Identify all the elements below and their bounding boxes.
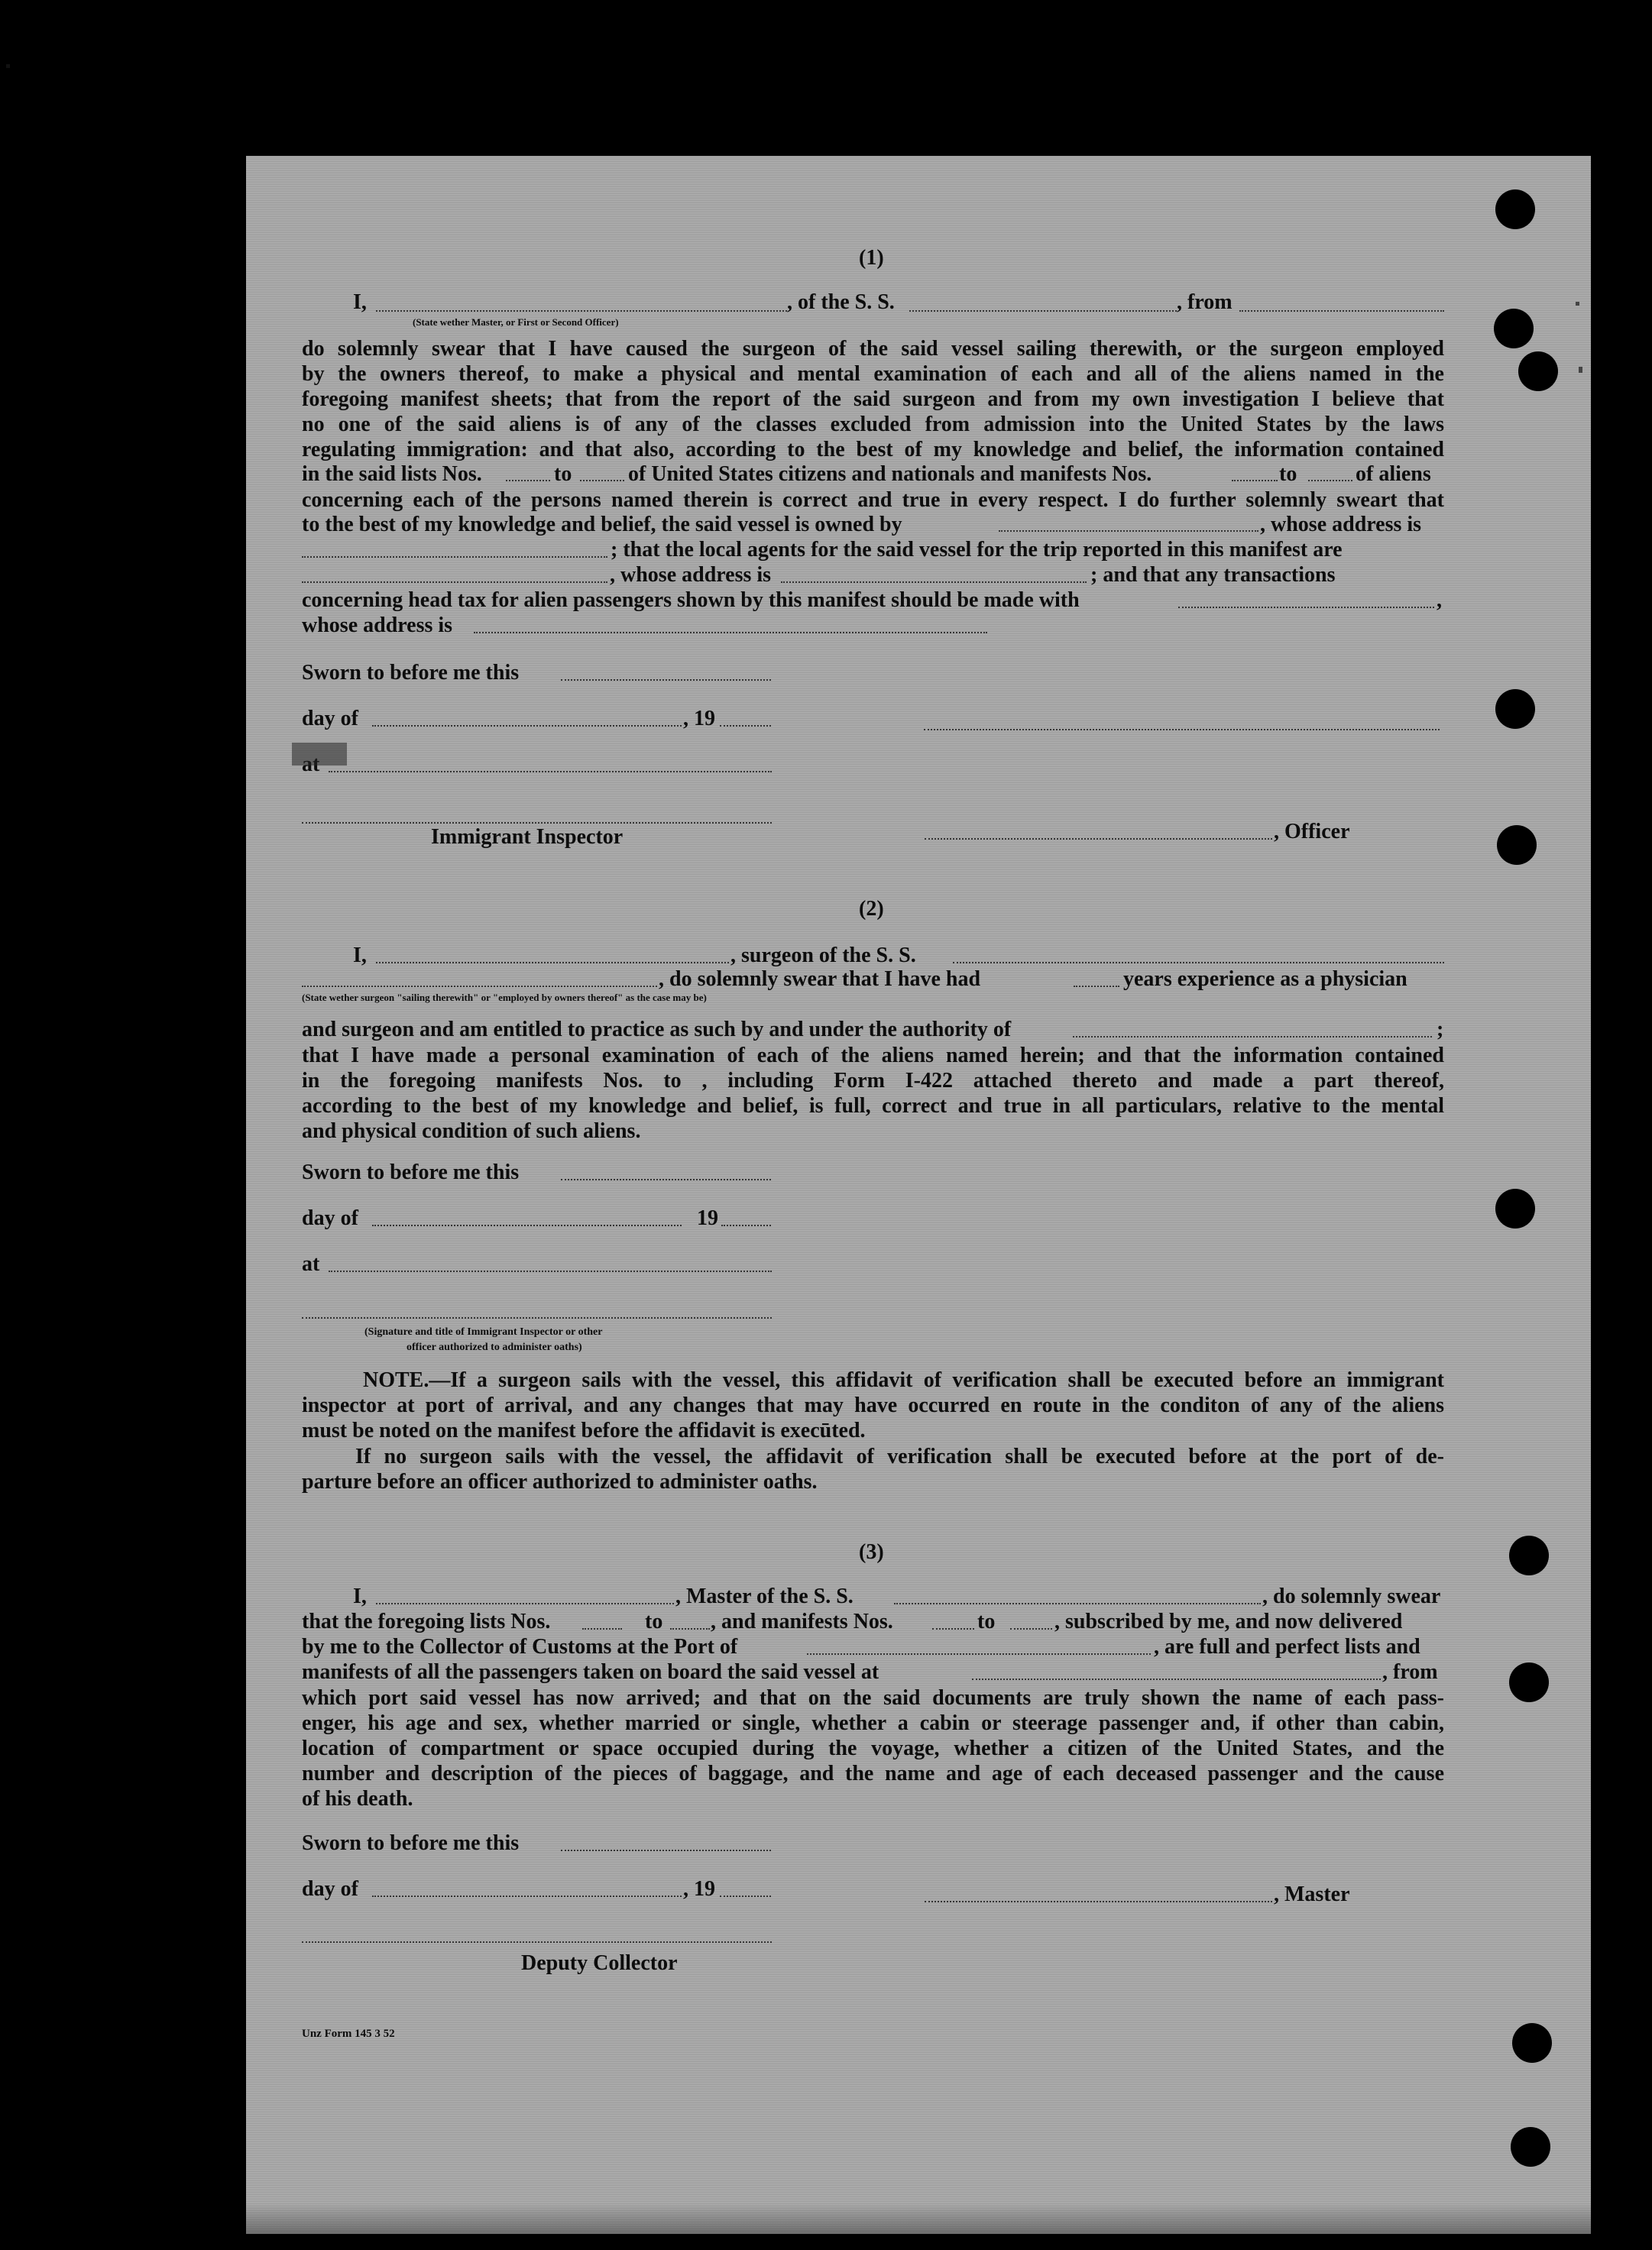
binder-hole: [1509, 1536, 1549, 1575]
section1-at-line: [329, 771, 772, 772]
section3-line: enger, his age and sex, whether married or single, whether a cabin or steerage passenger and, if other than cabin,: [302, 1711, 1444, 1735]
section2-authority-semicolon: ;: [1437, 1018, 1444, 1041]
note-paragraph-2: [302, 1444, 1444, 1494]
section2-line: according to the best of my knowledge and belief, is full, correct and true in all particulars, relative to the mental: [302, 1094, 1444, 1118]
binder-hole: [1495, 1189, 1535, 1229]
signature-caption-1: (Signature and title of Immigrant Inspector or other: [364, 1326, 603, 1338]
section2-number: (2): [859, 897, 884, 921]
section3-lists-from-line: [582, 1628, 622, 1630]
section2-at-line: [329, 1271, 772, 1272]
section2-year-label: 19: [697, 1206, 718, 1230]
section2-authority: and surgeon and am entitled to practice as such by and under the authority of: [302, 1018, 1012, 1041]
section1-line: by the owners thereof, to make a physical and mental examination of each and all of the aliens named in the: [302, 362, 1444, 386]
section2-at-label: at: [302, 1252, 320, 1276]
head-tax-address-line: [474, 632, 987, 633]
head-tax-comma: ,: [1437, 588, 1442, 612]
scan-speck: [1576, 302, 1579, 306]
binder-hole: [1512, 2023, 1552, 2063]
section3-line: of his death.: [302, 1787, 413, 1811]
section3-line: which port said vessel has now arrived; and that on the said documents are truly shown the name of each pass-: [302, 1686, 1444, 1710]
section1-sworn-line: [561, 679, 771, 681]
manifests-to-label: to: [1279, 462, 1297, 486]
binder-hole: [1497, 825, 1537, 865]
section1-inspector-line: [302, 822, 772, 824]
of-aliens-label: of aliens: [1356, 462, 1431, 486]
section1-year-label: , 19: [683, 707, 715, 730]
section3-vessel-line: [894, 1603, 1261, 1604]
from-port-line: [1239, 310, 1444, 312]
officer-caption: (State wether Master, or First or Second Officer): [413, 316, 619, 328]
section3-lists-to-label: to: [645, 1610, 663, 1633]
section1-officer-signature-line-a: [924, 729, 1440, 730]
head-tax-address-label: whose address is: [302, 613, 453, 637]
binder-hole: [1509, 1662, 1549, 1702]
section3-manifests-to-label: to: [977, 1610, 996, 1633]
note-line: NOTE.—If a surgeon sails with the vessel, this affidavit of verification shall be executed before an immigrant: [363, 1368, 1444, 1392]
section1-sworn-label: Sworn to before me this: [302, 661, 520, 685]
binder-hole: [1494, 309, 1534, 348]
section3-sworn-label: Sworn to before me this: [302, 1831, 520, 1855]
section3-sworn-line: [561, 1850, 771, 1851]
vessel-name-line: [909, 310, 1177, 312]
owner-address-line: [302, 556, 607, 558]
section3-master-of-ss: , Master of the S. S.: [675, 1585, 854, 1608]
section3-line: location of compartment or space occupied during the voyage, whether a citizen of the United States, and the: [302, 1737, 1444, 1760]
port-line: [807, 1653, 1151, 1655]
section3-subscribed: , subscribed by me, and now delivered: [1054, 1610, 1403, 1633]
head-tax-line: [1178, 607, 1434, 608]
manifests-to-line: [1308, 480, 1352, 481]
section2-year-line: [721, 1225, 771, 1226]
section2-intro-i: I,: [353, 944, 367, 967]
section1-number: (1): [859, 246, 884, 270]
binder-hole: [1495, 689, 1535, 729]
section1-paragraph: [302, 336, 1444, 462]
lists-to-line: [580, 480, 624, 481]
note-line: parture before an officer authorized to administer oaths.: [302, 1470, 818, 1494]
section3-lists-to-line: [670, 1628, 710, 1630]
faint-stamp-mark: [292, 743, 347, 766]
form-number: Unz Form 145 3 52: [302, 2028, 395, 2040]
section3-day-label: day of: [302, 1877, 358, 1901]
binder-hole: [1495, 189, 1535, 229]
master-name-line: [376, 1603, 674, 1604]
page-bottom-shadow: [246, 2203, 1591, 2234]
local-agents-label: ; that the local agents for the said vessel for the trip reported in this manifest are: [611, 538, 1343, 562]
section3-number: (3): [859, 1540, 884, 1564]
section1-line: no one of the said aliens is of any of the classes excluded from admission into the United States by the laws: [302, 413, 1444, 436]
section2-signature-line: [302, 1317, 772, 1319]
surgeon-name-line: [376, 962, 729, 963]
years-experience-line: [1074, 986, 1119, 987]
lists-nos-label: in the said lists Nos.: [302, 462, 482, 486]
section1-intro-i: I,: [353, 290, 367, 314]
section2-surgeon-of-ss: , surgeon of the S. S.: [730, 944, 916, 967]
scan-speck: [6, 64, 10, 68]
note-line: If no surgeon sails with the vessel, the affidavit of verification shall be executed before at the port of de-: [355, 1445, 1444, 1468]
officer-name-line: [376, 310, 787, 312]
section2-sworn-line: [561, 1179, 771, 1180]
signature-caption-2: officer authorized to administer oaths): [407, 1342, 582, 1353]
section1-line: foregoing manifest sheets; that from the report of the said surgeon and from my own investigation I believe that: [302, 387, 1444, 411]
section2-day-label: day of: [302, 1206, 358, 1230]
form-page: [246, 156, 1591, 2234]
note-paragraph: [302, 1368, 1444, 1443]
manifests-from-line: [1232, 480, 1278, 481]
section2-years-experience: years experience as a physician: [1123, 967, 1407, 991]
section3-paragraph: [302, 1685, 1444, 1811]
agents-address-label: , whose address is: [610, 563, 772, 587]
section3-collector-label: by me to the Collector of Customs at the Port of: [302, 1635, 738, 1659]
section1-year-line: [720, 725, 771, 727]
section3-full-lists: , are full and perfect lists and: [1154, 1635, 1420, 1659]
owner-line: [999, 530, 1258, 532]
section3-from: , from: [1382, 1660, 1438, 1684]
section3-manifests-from-line: [932, 1628, 974, 1630]
section3-deputy-collector: Deputy Collector: [521, 1951, 678, 1975]
concerning-line: concerning each of the persons named therein is correct and true in every respect. I do further solemnly sweart that: [302, 488, 1444, 512]
note-line: inspector at port of arrival, and any changes that may have occurred en route in the conditon of any of the aliens: [302, 1394, 1444, 1417]
lists-to-label: to: [554, 462, 572, 486]
section2-line: that I have made a personal examination of each of the aliens named herein; and that the information contained: [302, 1044, 1444, 1067]
section1-from: , from: [1177, 290, 1233, 314]
citizens-manifests-label: of United States citizens and nationals and manifests Nos.: [628, 462, 1152, 486]
section1-officer: , Officer: [1274, 820, 1350, 843]
head-tax-label: concerning head tax for alien passengers shown by this manifest should be made with: [302, 588, 1080, 612]
agents-address-line: [781, 581, 1087, 583]
lists-from-line: [506, 480, 550, 481]
scan-speck: [1579, 367, 1582, 373]
section2-paragraph: [302, 1043, 1444, 1144]
authority-line: [1073, 1036, 1432, 1038]
section3-year-line: [720, 1896, 771, 1897]
section1-officer-line: [925, 838, 1272, 840]
surgeon-caption: (State wether surgeon "sailing therewith" or "employed by owners thereof" as the case may be): [302, 992, 707, 1003]
section1-concerning: [302, 487, 1444, 513]
section2-line: and physical condition of such aliens.: [302, 1119, 641, 1143]
section3-swear: , do solemnly swear: [1262, 1585, 1441, 1608]
section3-intro-i: I,: [353, 1585, 367, 1608]
section3-master: , Master: [1274, 1883, 1350, 1906]
section3-master-line: [925, 1901, 1272, 1902]
section1-day-label: day of: [302, 707, 358, 730]
section2-sworn-label: Sworn to before me this: [302, 1161, 520, 1184]
section3-lists-label: that the foregoing lists Nos.: [302, 1610, 551, 1633]
binder-hole: [1518, 351, 1558, 391]
binder-hole: [1511, 2127, 1550, 2167]
owned-by-label: to the best of my knowledge and belief, the said vessel is owned by: [302, 513, 902, 536]
section3-manifests-label: , and manifests Nos.: [711, 1610, 893, 1633]
section2-vessel-line: [953, 962, 1444, 963]
section1-inspector: Immigrant Inspector: [431, 825, 624, 849]
agents-line: [302, 581, 607, 583]
section2-line: in the foregoing manifests Nos. to , including Form I-422 attached thereto and made a part thereof,: [302, 1069, 1444, 1093]
boarding-port-line: [972, 1679, 1381, 1680]
section3-day-line: [372, 1896, 682, 1897]
note-line: must be noted on the manifest before the affidavit is execūted.: [302, 1419, 866, 1442]
section1-day-line: [372, 725, 682, 727]
section3-line: number and description of the pieces of baggage, and the name and age of each deceased passenger and the cause: [302, 1762, 1444, 1785]
section3-manifests-to-line: [1010, 1628, 1052, 1630]
surgeon-status-line: [302, 986, 657, 987]
section1-line: do solemnly swear that I have caused the surgeon of the said vessel sailing therewith, or the surgeon employed: [302, 337, 1444, 361]
section3-manifests-all: manifests of all the passengers taken on board the said vessel at: [302, 1660, 879, 1684]
section2-day-line: [372, 1225, 682, 1226]
section2-swear: , do solemnly swear that I have had: [659, 967, 981, 991]
section3-collector-line: [302, 1941, 772, 1943]
section1-line: regulating immigration: and that also, according to the best of my knowledge and belief, the information contained: [302, 438, 1444, 461]
section3-year-label: , 19: [683, 1877, 715, 1901]
section1-of-ss: , of the S. S.: [787, 290, 895, 314]
owner-address-label: , whose address is: [1260, 513, 1422, 536]
transactions-label: ; and that any transactions: [1090, 563, 1336, 587]
